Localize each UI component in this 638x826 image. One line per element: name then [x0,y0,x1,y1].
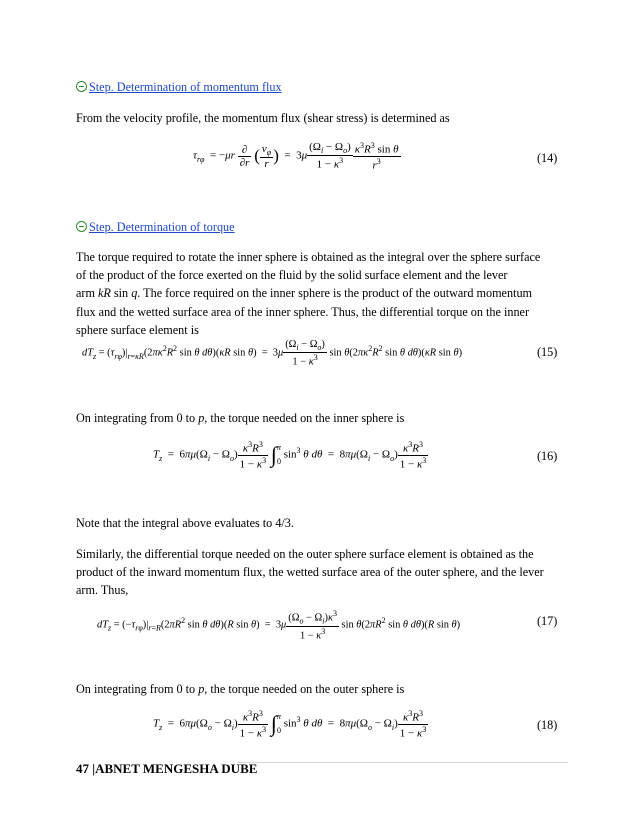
text-line: product of the inward momentum flux, the wetted surface area of the outer sphere, and the lever [76,565,544,580]
text-run: On integrating from 0 to [76,411,199,425]
paragraph [76,248,566,339]
text-line: flux and the wetted surface area of the inner sphere. Thus, the differential torque on the inner [76,304,530,319]
text-line: sphere surface element is [76,322,199,337]
paragraph: From the velocity profile, the momentum flux (shear stress) is determined as [76,111,450,125]
page-footer: 47 |ABNET MENGESHA DUBE [76,761,258,776]
equation-number: (14) [537,151,558,165]
text-line [76,284,566,302]
text-run: p [198,682,205,696]
footer-divider [238,762,568,763]
equation-number: (15) [537,345,558,359]
text-line: arm. Thus, [76,583,129,598]
text-line: Similarly, the differential torque needed on the outer sphere surface element is obtained as the [76,547,534,561]
equation-15: $dT_z = (\tau_{r\varphi})|_{r=\kappa R}(2\pi\kappa^2R^2$ sin θ dθ)(κR sin θ) = 3μ $\frac{(\Omega_i - \Omega_o)}{1 - \kappa^3}$ $\sin \theta(2\pi\kappa^2R^2$ sin θ dθ)(κR sin θ) [82,339,463,368]
equation-17: $dT_z = (-\tau_{r\varphi})|_{r=R}(2\pi R^2$ sin θ dθ)(R sin θ) = 3μ $\frac{(\Omega_o - \Omega_i)\kappa^3}{1 - \kappa^3}$ $\sin \theta(2\pi R^2$ sin θ dθ)(R sin θ) [97,609,461,642]
section-heading-momentum-flux[interactable] [76,78,282,96]
text-run: , the torque needed on the outer sphere is [204,682,405,696]
equation-16: $T_z = 6\pi\mu(\Omega_i - \Omega_o)$ $\frac{\kappa^3R^3}{1 - \kappa^3}$ ∫π 0 $\sin^3 \theta$ $d\theta = 8\pi\mu(\Omega_i - \Omega_o)$ $\frac{\kappa^3R^3}{1 - \kappa^3}$ [153,440,427,471]
section-heading-torque[interactable] [76,218,235,236]
text-run: sin [110,286,132,301]
equation-18: $T_z = 6\pi\mu(\Omega_o - \Omega_i)$ $\frac{\kappa^3R^3}{1 - \kappa^3}$ ∫π 0 $\sin^3 \theta$ $d\theta = 8\pi\mu(\Omega_o - \Omega_i)$ $\frac{\kappa^3R^3}{1 - \kappa^3}$ [153,709,427,740]
paragraph [76,409,566,427]
equation-14: $\tau_{r\varphi} = -\mu r$ $\frac{\partial}{\partial r}$ ( $\frac{v_\varphi}{r}$ ) = 3μ $\frac{(\Omega_i - \Omega_o)}{1 - \kappa^3}$ $\frac{\kappa^3R^3 \sin \theta}{r^3}$ [193,141,399,172]
text-run: arm [76,286,98,301]
paragraph [76,680,566,698]
equation-number: (18) [537,718,558,732]
collapse-icon[interactable] [76,81,87,92]
paragraph: Note that the integral above evaluates to 4/3. [76,516,294,530]
equation-number: (16) [537,449,558,463]
text-run: . The force required on the inner sphere is the product of the outward momentum [137,286,533,301]
text-run: p [198,411,205,425]
equation-number: (17) [537,614,558,628]
section-link[interactable]: Step. Determination of torque [89,220,235,234]
section-link[interactable]: Step. Determination of momentum flux [89,80,282,94]
paragraph [76,545,566,600]
text-line: of the product of the force exerted on the fluid by the solid surface element and the lever [76,268,508,283]
text-line: The torque required to rotate the inner sphere is obtained as the integral over the sphere surface [76,250,541,264]
text-run: q [131,286,138,301]
text-run: On integrating from 0 to [76,682,199,696]
text-run: kR [98,286,111,301]
collapse-icon[interactable] [76,221,87,232]
text-run: , the torque needed on the inner sphere is [204,411,405,425]
